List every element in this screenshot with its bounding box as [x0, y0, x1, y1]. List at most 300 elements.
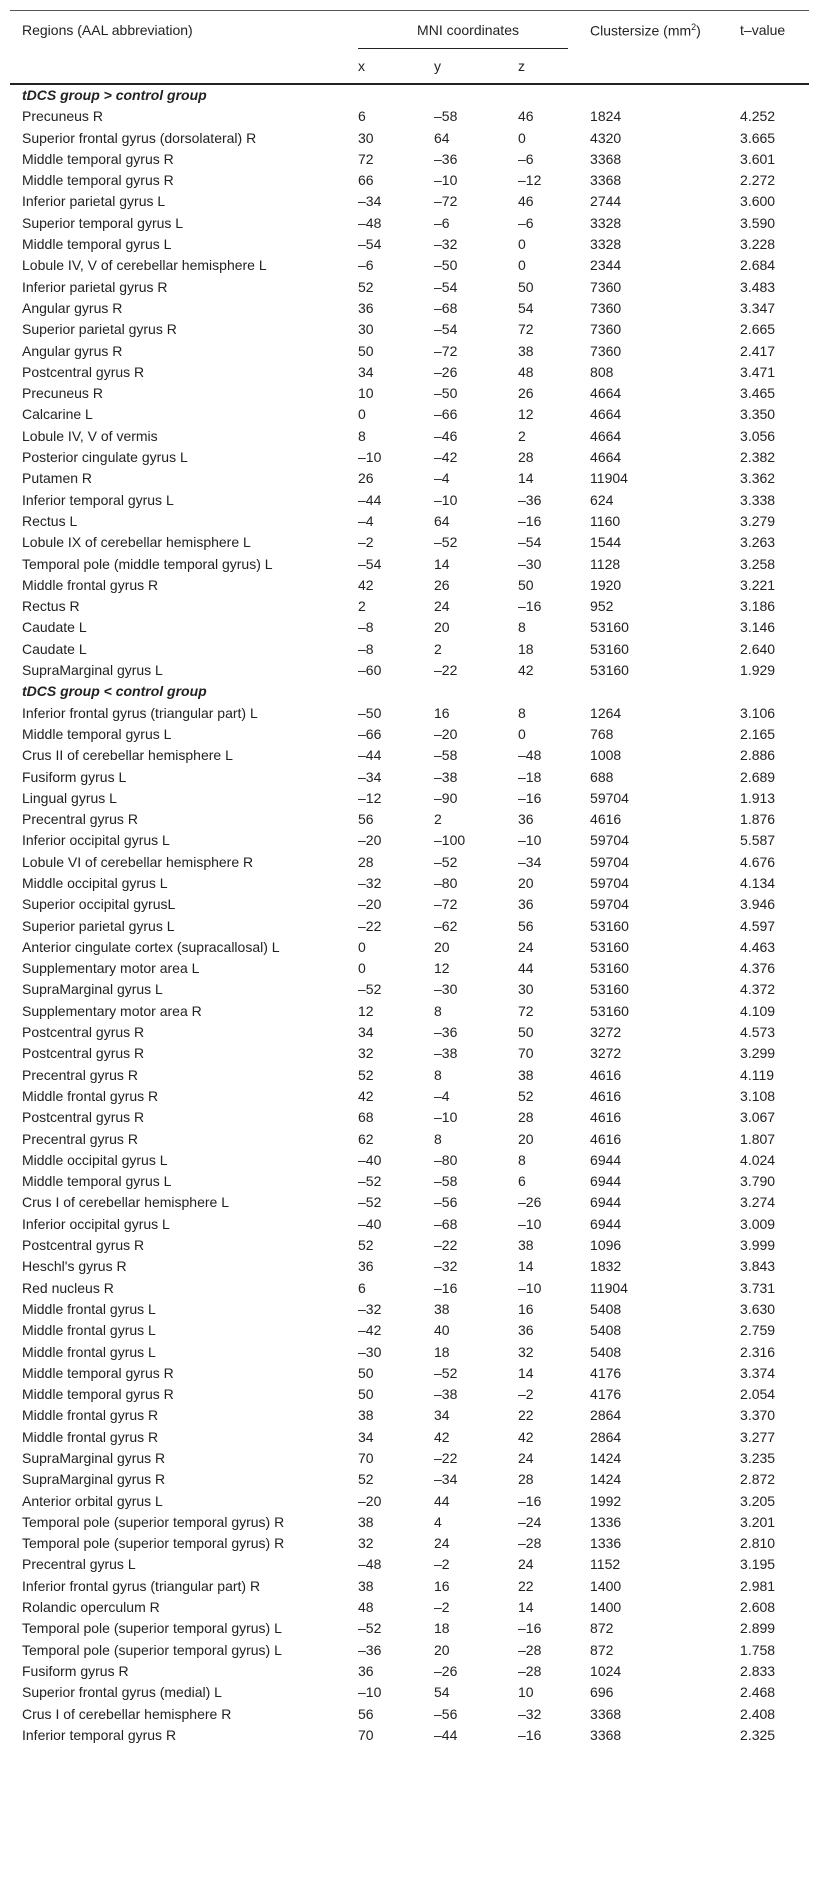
table-row [10, 1320, 809, 1341]
cell-t-value: 3.630 [740, 1300, 776, 1317]
cell-y: –80 [434, 1151, 458, 1168]
cell-y: 2 [434, 811, 442, 828]
cell-x: –52 [358, 1173, 382, 1190]
cell-t-value: 2.165 [740, 725, 776, 742]
table-row [10, 149, 809, 170]
header-z: z [518, 58, 525, 74]
cell-x: 72 [358, 150, 374, 167]
cell-x: –44 [358, 747, 382, 764]
cell-x: 36 [358, 1258, 374, 1275]
cell-z: 20 [518, 874, 534, 891]
cell-y: –4 [434, 470, 450, 487]
table-row [10, 703, 809, 724]
cell-y: –54 [434, 321, 458, 338]
cell-x: 48 [358, 1599, 374, 1616]
cell-y: 20 [434, 619, 450, 636]
cell-t-value: 3.350 [740, 406, 776, 423]
cell-z: 70 [518, 1045, 534, 1062]
cell-y: 2 [434, 640, 442, 657]
cell-x: –40 [358, 1215, 382, 1232]
cell-y: –50 [434, 385, 458, 402]
cell-z: 14 [518, 1364, 534, 1381]
cell-t-value: 1.913 [740, 789, 776, 806]
cell-x: 36 [358, 1662, 374, 1679]
cell-z: –12 [518, 172, 542, 189]
cell-clustersize: 808 [590, 363, 614, 380]
cell-z: 38 [518, 1237, 534, 1254]
cell-x: –54 [358, 236, 382, 253]
cell-t-value: 3.946 [740, 896, 776, 913]
header-empty [10, 49, 346, 84]
table-row [10, 490, 809, 511]
cell-y: 20 [434, 938, 450, 955]
cell-y: –22 [434, 662, 458, 679]
table-row [10, 511, 809, 532]
table-row [10, 532, 809, 553]
cell-z: 72 [518, 321, 534, 338]
cell-t-value: 2.872 [740, 1471, 776, 1488]
cell-clustersize: 4616 [590, 1066, 622, 1083]
cell-region: Middle temporal gyrus R [22, 172, 174, 189]
cell-region: Precentral gyrus L [22, 1556, 136, 1573]
cell-z: –32 [518, 1705, 542, 1722]
table-row [10, 894, 809, 915]
cell-z: 16 [518, 1300, 534, 1317]
cell-y: –58 [434, 1173, 458, 1190]
table-row [10, 639, 809, 660]
cell-t-value: 1.876 [740, 811, 776, 828]
cell-t-value: 3.483 [740, 278, 776, 295]
cell-region: Angular gyrus R [22, 299, 123, 316]
cell-y: –80 [434, 874, 458, 891]
cell-region: Middle temporal gyrus R [22, 1386, 174, 1403]
cell-z: –36 [518, 491, 542, 508]
cell-clustersize: 4176 [590, 1364, 622, 1381]
cell-z: –48 [518, 747, 542, 764]
cell-t-value: 5.587 [740, 832, 776, 849]
cell-t-value: 2.684 [740, 257, 776, 274]
cell-clustersize: 59704 [590, 896, 629, 913]
table-row [10, 809, 809, 830]
table-row [10, 468, 809, 489]
cell-t-value: 3.258 [740, 555, 776, 572]
cell-z: 22 [518, 1407, 534, 1424]
cell-clustersize: 4664 [590, 427, 622, 444]
cell-clustersize: 7360 [590, 299, 622, 316]
cell-x: –20 [358, 1492, 382, 1509]
cell-x: –36 [358, 1641, 382, 1658]
cell-y: –54 [434, 278, 458, 295]
cell-clustersize: 2864 [590, 1407, 622, 1424]
cell-y: 64 [434, 129, 450, 146]
table-row [10, 1065, 809, 1086]
cell-clustersize: 1920 [590, 576, 622, 593]
header-empty [728, 49, 809, 84]
cell-z: 24 [518, 938, 534, 955]
cell-region: Rolandic operculum R [22, 1599, 160, 1616]
cell-x: 6 [358, 108, 366, 125]
header-cluster [578, 11, 728, 50]
cell-clustersize: 872 [590, 1641, 614, 1658]
cell-region: Rectus L [22, 512, 78, 529]
cell-z: 8 [518, 619, 526, 636]
cell-t-value: 3.731 [740, 1279, 776, 1296]
cell-region: Anterior orbital gyrus L [22, 1492, 163, 1509]
table-row [10, 1448, 809, 1469]
cell-clustersize: 4176 [590, 1386, 622, 1403]
cell-region: Postcentral gyrus R [22, 1045, 145, 1062]
cell-z: –28 [518, 1535, 542, 1552]
header-t: t–value [740, 22, 786, 38]
cell-z: 8 [518, 704, 526, 721]
cell-z: 8 [518, 1151, 526, 1168]
cell-region: Heschl's gyrus R [22, 1258, 127, 1275]
cell-t-value: 2.759 [740, 1322, 776, 1339]
cell-x: 68 [358, 1109, 374, 1126]
cell-z: 50 [518, 278, 534, 295]
cell-x: 42 [358, 1087, 374, 1104]
cell-region: Fusiform gyrus L [22, 768, 127, 785]
cell-clustersize: 3368 [590, 1726, 622, 1743]
cell-x: 34 [358, 1428, 374, 1445]
cell-x: 42 [358, 576, 374, 593]
cell-x: 26 [358, 470, 374, 487]
cell-x: –44 [358, 491, 382, 508]
cell-z: –10 [518, 1215, 542, 1232]
cell-t-value: 4.134 [740, 874, 776, 891]
cell-y: 14 [434, 555, 450, 572]
cell-z: 28 [518, 1471, 534, 1488]
cell-z: 6 [518, 1173, 526, 1190]
cell-region: Fusiform gyrus R [22, 1662, 129, 1679]
cell-x: 28 [358, 853, 374, 870]
cell-clustersize: 1152 [590, 1556, 621, 1573]
cell-x: 30 [358, 321, 374, 338]
cell-y: 8 [434, 1066, 442, 1083]
cell-clustersize: 6944 [590, 1151, 622, 1168]
cell-clustersize: 1424 [590, 1471, 622, 1488]
cell-t-value: 2.810 [740, 1535, 776, 1552]
cell-t-value: 4.372 [740, 981, 776, 998]
cell-y: –46 [434, 427, 458, 444]
table-row [10, 1129, 809, 1150]
cell-t-value: 3.056 [740, 427, 776, 444]
cell-region: Superior frontal gyrus (medial) L [22, 1684, 222, 1701]
table-row [10, 1022, 809, 1043]
cell-x: –34 [358, 193, 382, 210]
cell-region: Superior frontal gyrus (dorsolateral) R [22, 129, 257, 146]
cell-region: Inferior parietal gyrus L [22, 193, 166, 210]
cell-y: –50 [434, 257, 458, 274]
group-heading-row [10, 84, 809, 106]
cell-clustersize: 872 [590, 1620, 614, 1637]
cell-y: –26 [434, 1662, 458, 1679]
cell-z: 36 [518, 896, 534, 913]
cell-x: 34 [358, 1024, 374, 1041]
cell-t-value: 3.347 [740, 299, 776, 316]
cell-clustersize: 3328 [590, 214, 622, 231]
cell-t-value: 2.316 [740, 1343, 776, 1360]
cell-t-value: 4.676 [740, 853, 776, 870]
cell-y: 38 [434, 1300, 450, 1317]
cell-x: –52 [358, 1620, 382, 1637]
cell-region: Temporal pole (superior temporal gyrus) R [22, 1513, 285, 1530]
cell-clustersize: 696 [590, 1684, 614, 1701]
header-region: Regions (AAL abbreviation) [22, 22, 193, 38]
table-row [10, 1597, 809, 1618]
table-row [10, 1043, 809, 1064]
cell-t-value: 3.590 [740, 214, 776, 231]
cell-y: –100 [434, 832, 466, 849]
cell-clustersize: 4616 [590, 811, 622, 828]
table-row [10, 1107, 809, 1128]
table-row [10, 1342, 809, 1363]
cell-t-value: 1.929 [740, 662, 776, 679]
cell-t-value: 2.981 [740, 1577, 776, 1594]
table-row [10, 298, 809, 319]
cell-clustersize: 4616 [590, 1087, 622, 1104]
cell-y: –68 [434, 299, 458, 316]
cell-region: Inferior occipital gyrus L [22, 832, 170, 849]
cell-region: Middle frontal gyrus L [22, 1343, 156, 1360]
cell-clustersize: 4616 [590, 1130, 622, 1147]
table-row [10, 1405, 809, 1426]
cell-y: –22 [434, 1450, 458, 1466]
cell-region: Middle occipital gyrus L [22, 874, 168, 891]
cell-z: –10 [518, 832, 542, 849]
cell-x: 50 [358, 1364, 374, 1381]
cell-y: –2 [434, 1599, 450, 1616]
cell-y: –20 [434, 725, 458, 742]
cell-z: 46 [518, 108, 534, 125]
cell-y: 44 [434, 1492, 450, 1509]
cell-clustersize: 59704 [590, 789, 629, 806]
cell-t-value: 3.600 [740, 193, 776, 210]
cell-t-value: 4.252 [740, 108, 776, 125]
cell-region: Precentral gyrus R [22, 1130, 138, 1147]
table-row [10, 1235, 809, 1256]
table-row [10, 1256, 809, 1277]
table-row [10, 660, 809, 681]
cell-region: Lobule VI of cerebellar hemisphere R [22, 853, 254, 870]
cell-x: –20 [358, 832, 382, 849]
cell-clustersize: 5408 [590, 1343, 622, 1360]
cell-region: Superior occipital gyrusL [22, 896, 176, 913]
cell-y: –38 [434, 768, 458, 785]
header-x: x [358, 58, 365, 74]
cell-y: –66 [434, 406, 458, 423]
cell-t-value: 3.370 [740, 1407, 776, 1424]
cell-region: Anterior cingulate cortex (supracallosal) L [22, 938, 280, 955]
table-row [10, 724, 809, 745]
cell-z: 2 [518, 427, 526, 444]
cell-t-value: 2.833 [740, 1662, 776, 1679]
cell-z: 52 [518, 1087, 534, 1104]
cell-clustersize: 6944 [590, 1173, 622, 1190]
cell-region: Angular gyrus R [22, 342, 123, 359]
cell-region: Supplementary motor area L [22, 960, 200, 977]
cell-t-value: 4.376 [740, 960, 776, 977]
table-row [10, 128, 809, 149]
cell-t-value: 4.024 [740, 1151, 776, 1168]
table-row [10, 596, 809, 617]
cell-region: Superior temporal gyrus L [22, 214, 184, 231]
cell-region: Postcentral gyrus R [22, 363, 145, 380]
cell-x: –34 [358, 768, 382, 785]
cell-z: –54 [518, 534, 542, 551]
cell-region: Middle frontal gyrus L [22, 1300, 156, 1317]
table-row [10, 1704, 809, 1725]
cell-region: Middle frontal gyrus R [22, 1407, 159, 1424]
cell-region: Caudate L [22, 640, 87, 657]
table-row [10, 213, 809, 234]
cell-region: Putamen R [22, 470, 93, 487]
cell-z: –16 [518, 1726, 542, 1743]
cell-z: 48 [518, 363, 534, 380]
cell-t-value: 3.843 [740, 1258, 776, 1275]
cell-t-value: 3.106 [740, 704, 776, 721]
cell-clustersize: 1008 [590, 747, 622, 764]
cell-t-value: 3.186 [740, 598, 776, 615]
cell-y: –32 [434, 236, 458, 253]
cell-x: 6 [358, 1279, 366, 1296]
cell-y: 34 [434, 1407, 450, 1424]
cell-y: –72 [434, 193, 458, 210]
cell-region: Crus I of cerebellar hemisphere L [22, 1194, 229, 1211]
header-empty [578, 49, 728, 84]
cell-t-value: 3.465 [740, 385, 776, 402]
cell-x: 8 [358, 427, 366, 444]
cell-z: 50 [518, 576, 534, 593]
cell-x: –42 [358, 1322, 382, 1339]
table-row [10, 319, 809, 340]
header-cluster-sup: 2 [691, 21, 697, 32]
cell-t-value: 1.758 [740, 1641, 776, 1658]
cell-y: 54 [434, 1684, 450, 1701]
table-row [10, 1533, 809, 1554]
cell-x: –4 [358, 512, 374, 529]
cell-t-value: 2.608 [740, 1599, 776, 1616]
cell-z: 24 [518, 1450, 534, 1466]
cell-y: 18 [434, 1343, 450, 1360]
cell-x: 38 [358, 1513, 374, 1530]
cell-region: Inferior temporal gyrus R [22, 1726, 177, 1743]
cell-z: 56 [518, 917, 534, 934]
cell-clustersize: 1336 [590, 1535, 622, 1552]
cell-clustersize: 1544 [590, 534, 622, 551]
cell-region: Lobule IX of cerebellar hemisphere L [22, 534, 251, 551]
table-row [10, 554, 809, 575]
cell-t-value: 2.689 [740, 768, 776, 785]
cell-region: Inferior temporal gyrus L [22, 491, 174, 508]
cell-clustersize: 7360 [590, 342, 622, 359]
cell-clustersize: 768 [590, 725, 614, 742]
cell-region: Middle frontal gyrus R [22, 1428, 159, 1445]
cell-z: –16 [518, 789, 542, 806]
table-row [10, 979, 809, 1000]
cell-t-value: 3.108 [740, 1087, 776, 1104]
cell-t-value: 2.408 [740, 1705, 776, 1722]
cell-clustersize: 624 [590, 491, 614, 508]
cell-z: 14 [518, 1599, 534, 1616]
cell-x: –6 [358, 257, 374, 274]
table-row [10, 1491, 809, 1512]
cell-t-value: 3.999 [740, 1237, 776, 1254]
cell-x: –66 [358, 725, 382, 742]
cell-z: 44 [518, 960, 534, 977]
cell-t-value: 2.665 [740, 321, 776, 338]
cell-x: 52 [358, 278, 374, 295]
table-row [10, 937, 809, 958]
cell-t-value: 4.597 [740, 917, 776, 934]
cell-z: 10 [518, 1684, 534, 1701]
cell-z: 0 [518, 129, 526, 146]
cell-x: –32 [358, 1300, 382, 1317]
cell-region: Superior parietal gyrus L [22, 917, 175, 934]
cell-z: 20 [518, 1130, 534, 1147]
table-row [10, 958, 809, 979]
cell-z: 22 [518, 1577, 534, 1594]
cell-clustersize: 1336 [590, 1513, 622, 1530]
cell-y: –6 [434, 214, 450, 231]
cell-y: –36 [434, 1024, 458, 1041]
table-row [10, 767, 809, 788]
cell-region: Red nucleus R [22, 1279, 114, 1296]
cell-z: –16 [518, 512, 542, 529]
results-table-container [10, 10, 809, 1746]
table-row [10, 1001, 809, 1022]
cell-clustersize: 4320 [590, 129, 622, 146]
cell-z: 12 [518, 406, 534, 423]
cell-z: 36 [518, 1322, 534, 1339]
cell-clustersize: 1400 [590, 1577, 622, 1594]
cell-clustersize: 1160 [590, 512, 621, 529]
cell-y: –38 [434, 1045, 458, 1062]
cell-clustersize: 5408 [590, 1322, 622, 1339]
table-row [10, 1427, 809, 1448]
cell-t-value: 2.640 [740, 640, 776, 657]
cell-z: 14 [518, 470, 534, 487]
cell-region: Caudate L [22, 619, 87, 636]
cell-clustersize: 11904 [590, 470, 628, 487]
cell-x: –54 [358, 555, 382, 572]
table-row [10, 1618, 809, 1639]
table-row [10, 1363, 809, 1384]
cell-clustersize: 1424 [590, 1450, 622, 1466]
table-row [10, 426, 809, 447]
cell-t-value: 3.201 [740, 1513, 776, 1530]
table-row [10, 1278, 809, 1299]
cell-clustersize: 5408 [590, 1300, 622, 1317]
cell-t-value: 3.274 [740, 1194, 776, 1211]
table-row [10, 1554, 809, 1575]
cell-clustersize: 3368 [590, 150, 622, 167]
cell-t-value: 3.338 [740, 491, 776, 508]
cell-z: 54 [518, 299, 534, 316]
cell-region: Precuneus R [22, 385, 103, 402]
table-body [10, 84, 809, 1746]
cell-z: 38 [518, 1066, 534, 1083]
table-row [10, 1640, 809, 1661]
cell-t-value: 3.362 [740, 470, 776, 487]
cell-x: 70 [358, 1450, 374, 1466]
cell-clustersize: 53160 [590, 619, 629, 636]
cell-t-value: 3.277 [740, 1428, 776, 1445]
cell-x: –52 [358, 1194, 382, 1211]
cell-t-value: 4.109 [740, 1002, 776, 1019]
cell-t-value: 3.279 [740, 512, 776, 529]
cell-x: 56 [358, 811, 374, 828]
